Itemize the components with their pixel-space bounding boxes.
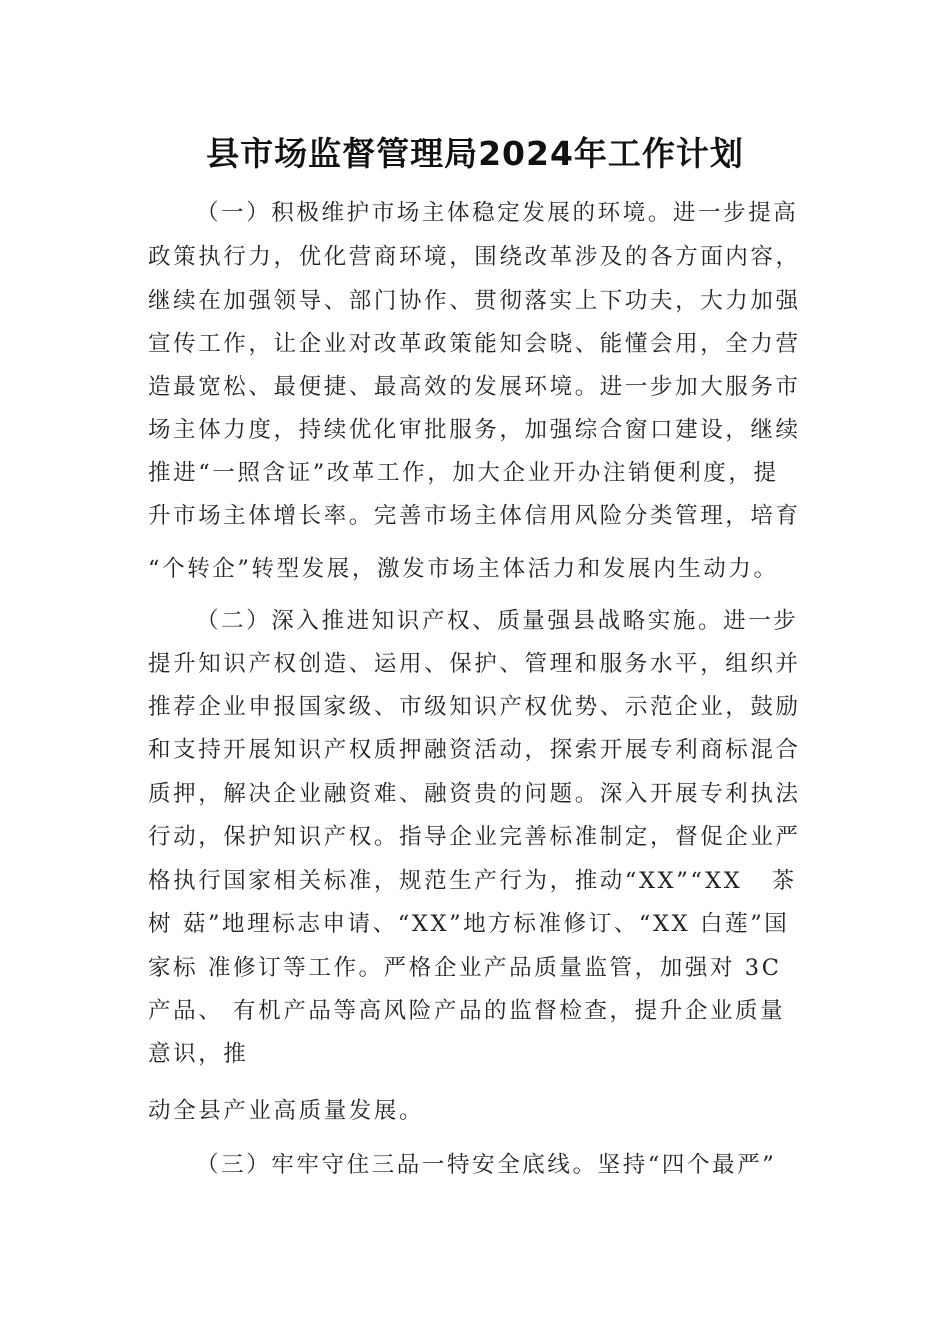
paragraph-1-line-4: 宣传工作，让企业对改革政策能知会晓、能懂会用，全力营 bbox=[148, 331, 801, 357]
paragraph-2-line-1: （二）深入推进知识产权、质量强县战略实施。进一步 bbox=[196, 608, 799, 634]
paragraph-3-line-1: （三）牢牢守住三品一特安全底线。坚持“四个最严” bbox=[196, 1152, 777, 1178]
paragraph-2-line-9: 家标 准修订等工作。严格企业产品质量监管，加强对 3C bbox=[148, 955, 782, 981]
paragraph-2-line-5: 质押，解决企业融资难、融资贵的问题。深入开展专利执法 bbox=[148, 781, 801, 807]
paragraph-1-line-7: 推进“一照含证”改革工作，加大企业开办注销便利度，提 bbox=[148, 460, 779, 486]
paragraph-2-line-6: 行动，保护知识产权。指导企业完善标准制定，督促企业严 bbox=[148, 824, 801, 850]
paragraph-2-line-7: 格执行国家相关标准，规范生产行为，推动“XX”“XX 茶 bbox=[148, 868, 797, 894]
paragraph-1-line-5: 造最宽松、最便捷、最高效的发展环境。进一步加大服务市 bbox=[148, 374, 801, 400]
paragraph-2-line-11: 意识，推 bbox=[148, 1041, 249, 1067]
document-title: 县市场监督管理局2024年工作计划 bbox=[206, 134, 744, 173]
paragraph-1-line-2: 政策执行力，优化营商环境，围绕改革涉及的各方面内容， bbox=[148, 244, 801, 270]
paragraph-1-line-3: 继续在加强领导、部门协作、贯彻落实上下功夫，大力加强 bbox=[148, 288, 801, 314]
paragraph-2-line-10: 产品、 有机产品等高风险产品的监督检查，提升企业质量 bbox=[148, 998, 786, 1024]
paragraph-1-line-6: 场主体力度，持续优化审批服务，加强综合窗口建设，继续 bbox=[148, 417, 801, 443]
paragraph-1-line-8: 升市场主体增长率。完善市场主体信用风险分类管理，培育 bbox=[148, 503, 801, 529]
paragraph-2-line-2: 提升知识产权创造、运用、保护、管理和服务水平，组织并 bbox=[148, 651, 801, 677]
paragraph-2-line-8: 树 菇”地理标志申请、“XX”地方标准修订、“XX 白莲”国 bbox=[148, 911, 790, 937]
paragraph-2-line-12: 动全县产业高质量发展。 bbox=[148, 1098, 425, 1124]
paragraph-1-line-9: “个转企”转型发展，激发市场主体活力和发展内生动力。 bbox=[148, 556, 779, 582]
paragraph-2-line-4: 和支持开展知识产权质押融资活动，探索开展专利商标混合 bbox=[148, 737, 801, 763]
paragraph-1-line-1: （一）积极维护市场主体稳定发展的环境。进一步提高 bbox=[196, 200, 799, 226]
paragraph-2-line-3: 推荐企业申报国家级、市级知识产权优势、示范企业，鼓励 bbox=[148, 694, 801, 720]
